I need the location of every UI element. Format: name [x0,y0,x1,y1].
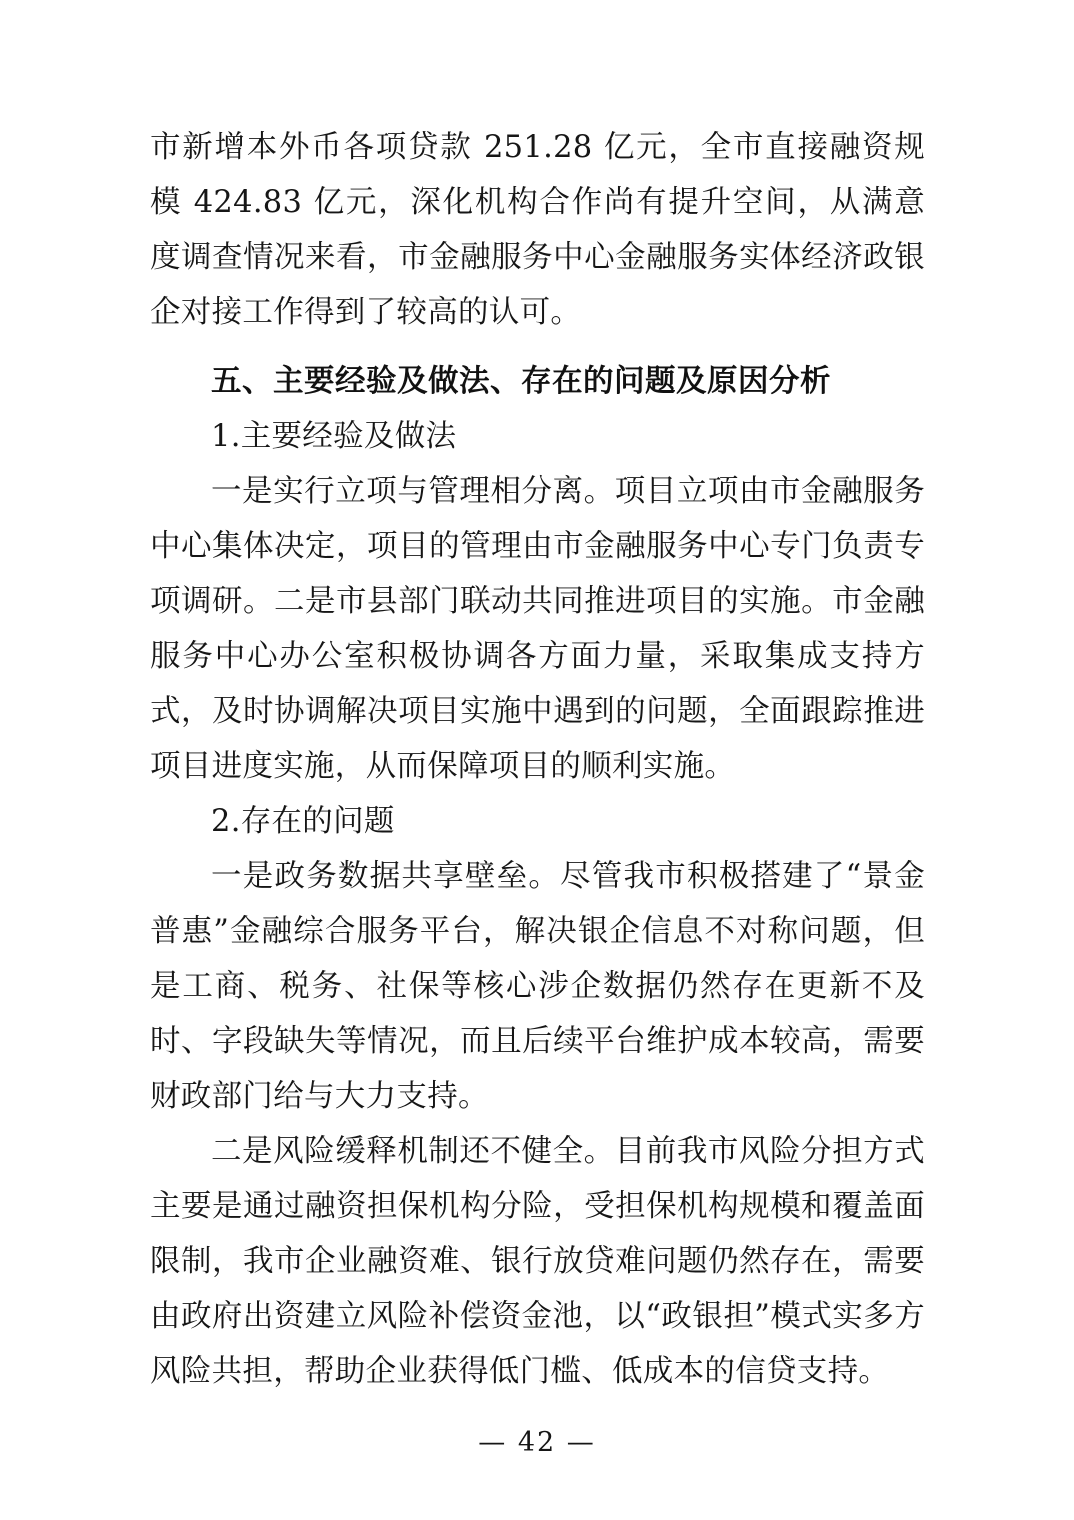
paragraph-continued: 市新增本外币各项贷款 251.28 亿元，全市直接融资规模 424.83 亿元，深化机构合作尚有提升空间，从满意度调查情况来看，市金融服务中心金融服务实体经济政银企对接工作得到了较高的认可。 [150,130,925,330]
section-heading-five: 五、主要经验及做法、存在的问题及原因分析 [211,364,831,399]
paragraph-problem-one: 一是政务数据共享壁垒。尽管我市积极搭建了“景金普惠”金融综合服务平台，解决银企信息不对称问题，但是工商、税务、社保等核心涉企数据仍然存在更新不及时、字段缺失等情况，而且后续平台维护成本较高，需要财政部门给与大力支持。 [150,859,925,1114]
subheading-existing-problems: 2.存在的问题 [211,804,395,839]
subheading-main-experience: 1.主要经验及做法 [211,419,457,454]
paragraph-problem-two: 二是风险缓释机制还不健全。目前我市风险分担方式主要是通过融资担保机构分险，受担保机构规模和覆盖面限制，我市企业融资难、银行放贷难问题仍然存在，需要由政府出资建立风险补偿资金池，以“政银担”模式实多方风险共担，帮助企业获得低门槛、低成本的信贷支持。 [150,1134,925,1389]
paragraph-experience: 一是实行立项与管理相分离。项目立项由市金融服务中心集体决定，项目的管理由市金融服务中心专门负责专项调研。二是市县部门联动共同推进项目的实施。市金融服务中心办公室积极协调各方面力量，采取集成支持方式，及时协调解决项目实施中遇到的问题，全面跟踪推进项目进度实施，从而保障项目的顺利实施。 [150,474,925,784]
page-content [150,120,925,1399]
page-number-footer: — 42 — [478,1427,596,1458]
